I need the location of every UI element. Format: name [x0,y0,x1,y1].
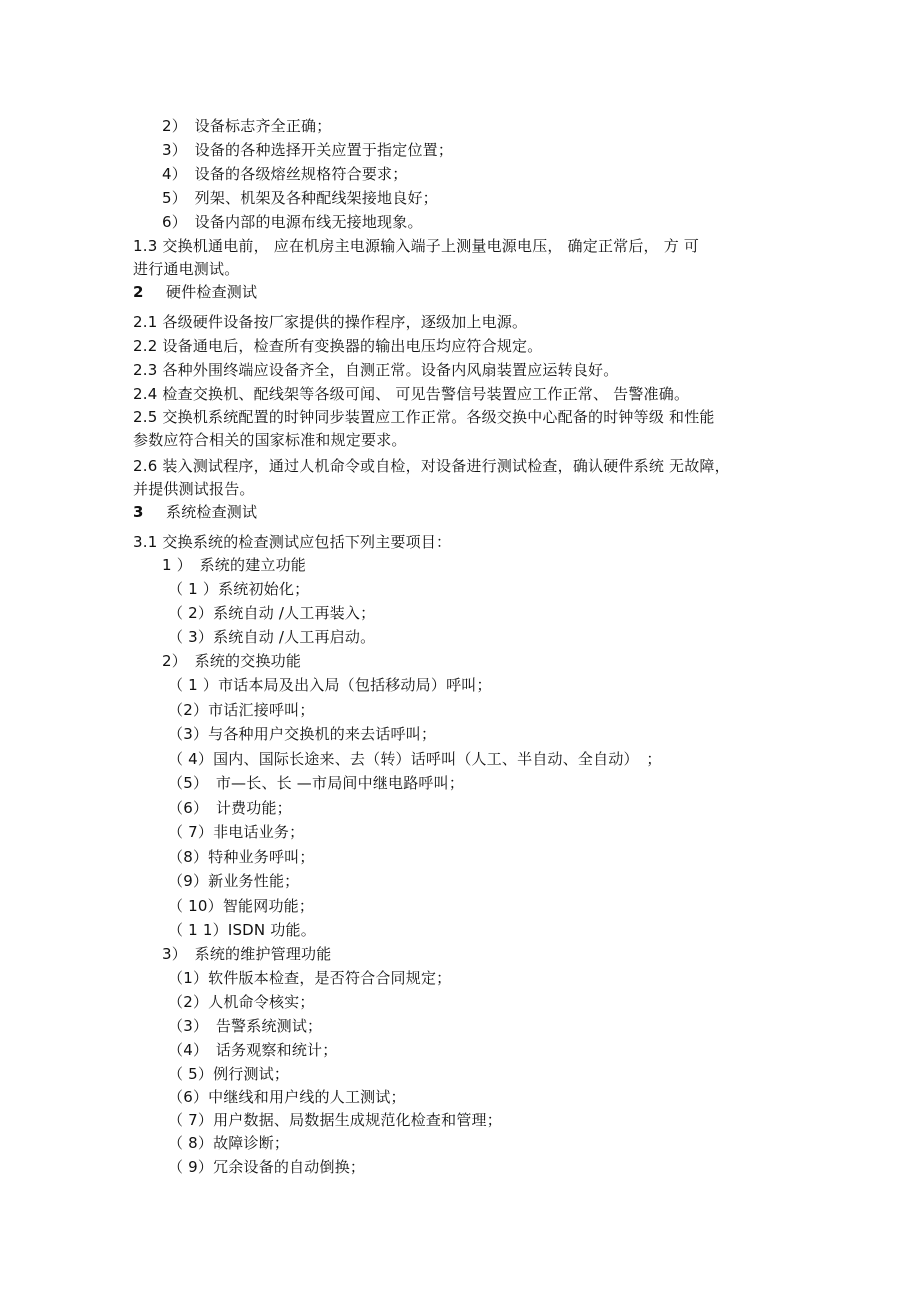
subsection-heading: 2） 系统的交换功能 [162,652,302,670]
list-item: （ 5）例行测试； [168,1065,290,1083]
list-item: （8）特种业务呼叫； [168,848,315,866]
list-item: （ 8）故障诊断； [168,1134,290,1152]
paragraph-line: 2.3 各种外围终端应设备齐全，自测正常。设备内风扇装置应运转良好。 [133,361,619,379]
list-item: （2）市话汇接呼叫； [168,701,315,719]
list-item: （9）新业务性能； [168,872,300,890]
paragraph-line: 1.3 交换机通电前， 应在机房主电源输入端子上测量电源电压， 确定正常后， 方 可 [133,237,700,255]
subsection-heading: 3） 系统的维护管理功能 [162,945,332,963]
list-item: （3）与各种用户交换机的来去话呼叫； [168,725,437,743]
list-item: 4） 设备的各级熔丝规格符合要求； [162,165,408,183]
list-item: 2） 设备标志齐全正确； [162,117,332,135]
list-item: （ 10）智能网功能； [168,897,315,915]
list-item: （1）软件版本检查，是否符合合同规定； [168,969,452,987]
paragraph-line: 2.1 各级硬件设备按厂家提供的操作程序，逐级加上电源。 [133,313,528,331]
list-item: 6） 设备内部的电源布线无接地现象。 [162,213,423,231]
list-item: （ 7）用户数据、局数据生成规范化检查和管理； [168,1111,502,1129]
list-item: （ 4）国内、国际长途来、去（转）话呼叫（人工、半自动、全自动） ； [168,750,662,768]
list-item: （3） 告警系统测试； [168,1017,323,1035]
list-item: 5） 列架、机架及各种配线架接地良好； [162,189,438,207]
list-item: （ 1 ）系统初始化； [168,580,310,598]
list-item: （2）人机命令核实； [168,993,315,1011]
subsection-heading: 1 ） 系统的建立功能 [162,556,307,574]
section-number: 2 [133,283,144,301]
list-item: （ 7）非电话业务； [168,823,305,841]
paragraph-line: 2.2 设备通电后，检查所有变换器的输出电压均应符合规定。 [133,337,543,355]
list-item: （4） 话务观察和统计； [168,1041,338,1059]
section-number: 3 [133,503,144,521]
paragraph-line: 2.4 检查交换机、配线架等各级可闻、 可见告警信号装置应工作正常、 告警准确。 [133,385,690,403]
list-item: （6） 计费功能； [168,799,292,817]
paragraph-line: 进行通电测试。 [133,260,240,278]
paragraph-line: 并提供测试报告。 [133,480,255,498]
section-title: 系统检查测试 [166,503,258,521]
paragraph-line: 2.6 装入测试程序，通过人机命令或自检，对设备进行测试检查，确认硬件系统 无故障， [133,457,730,475]
list-item: （ 1 ）市话本局及出入局（包括移动局）呼叫； [168,676,492,694]
list-item: （ 9）冗余设备的自动倒换； [168,1158,366,1176]
list-item: （ 2）系统自动 /人工再装入； [168,604,376,622]
list-item: （ 1 1）ISDN 功能。 [168,921,316,939]
paragraph-line: 3.1 交换系统的检查测试应包括下列主要项目： [133,533,452,551]
list-item: （5） 市—长、长 —市局间中继电路呼叫； [168,774,465,792]
paragraph-line: 2.5 交换机系统配置的时钟同步装置应工作正常。各级交换中心配备的时钟等级 和性能 [133,408,715,426]
list-item: （6）中继线和用户线的人工测试； [168,1088,406,1106]
list-item: 3） 设备的各种选择开关应置于指定位置； [162,141,454,159]
section-title: 硬件检查测试 [166,283,258,301]
list-item: （ 3）系统自动 /人工再启动。 [168,628,376,646]
paragraph-line: 参数应符合相关的国家标准和规定要求。 [133,431,407,449]
